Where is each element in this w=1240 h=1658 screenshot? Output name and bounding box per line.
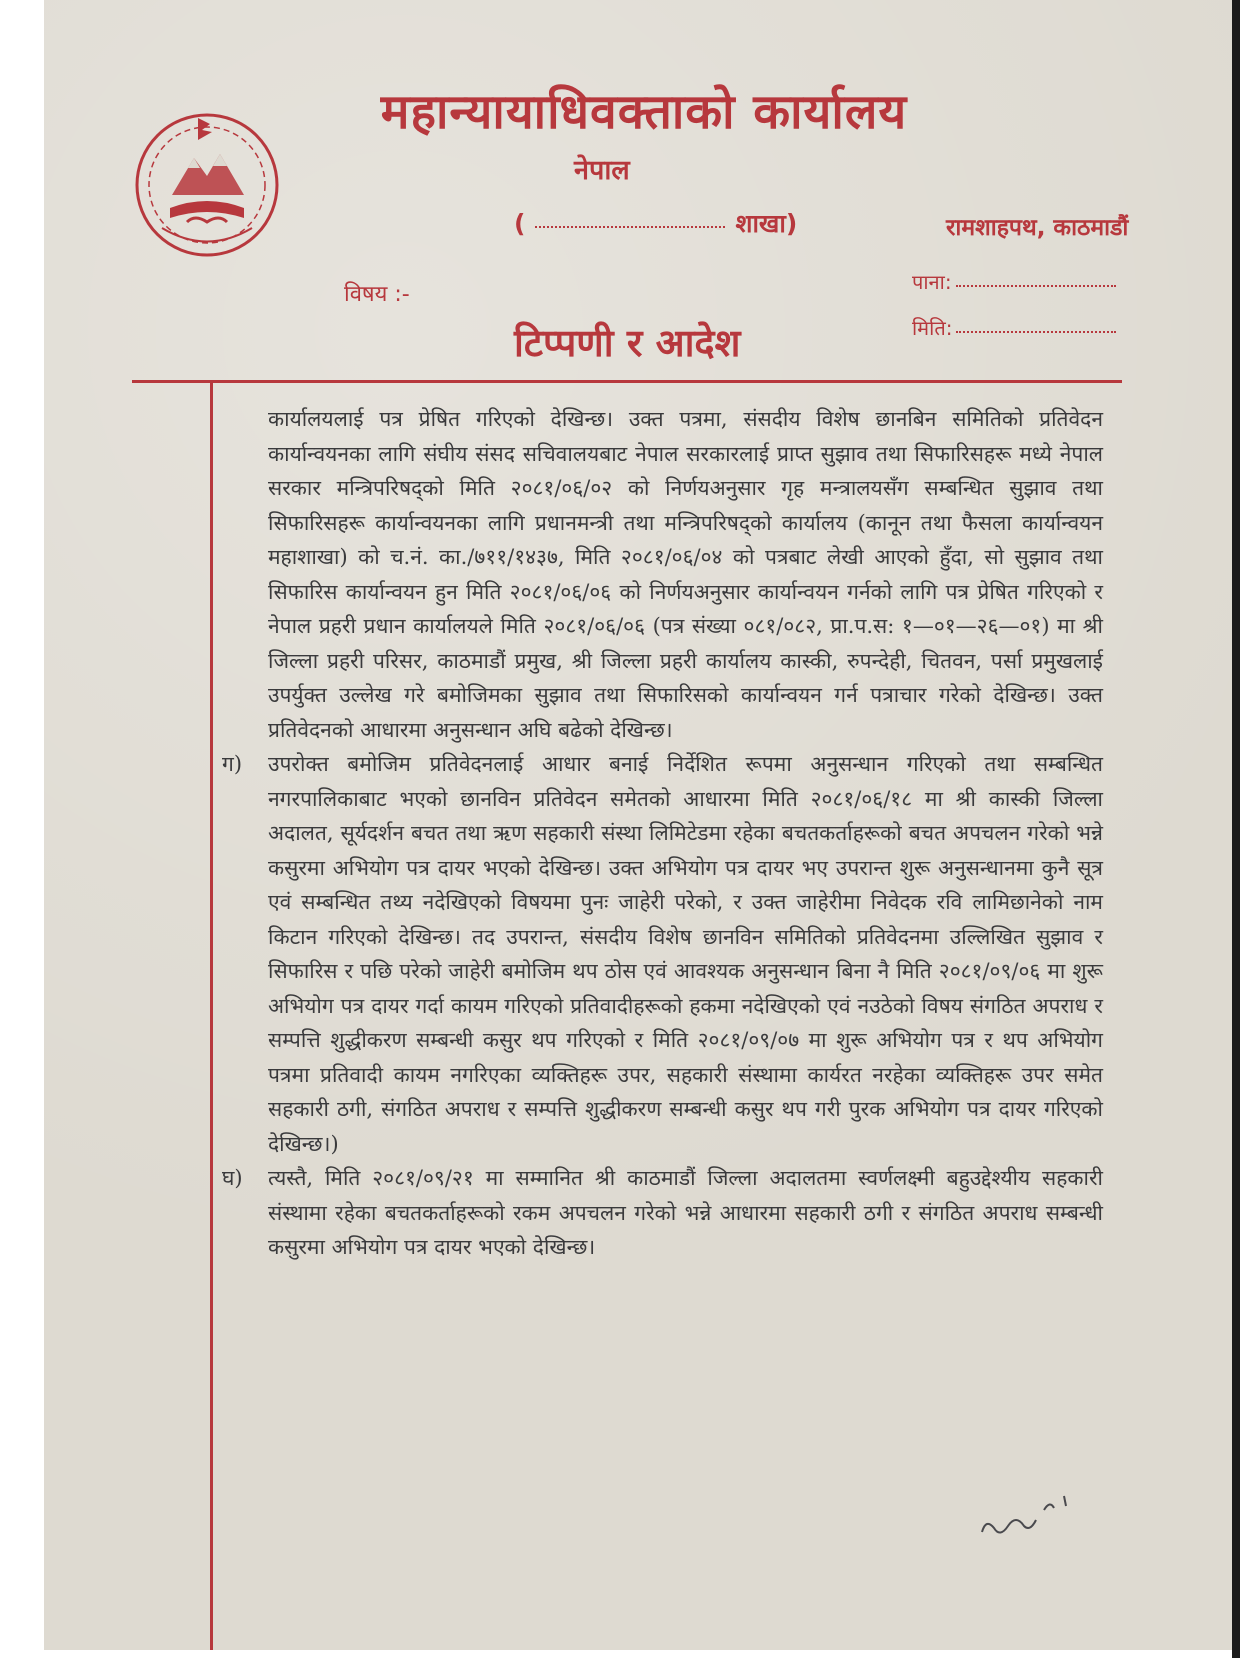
header-divider: [132, 380, 1122, 383]
subject-label: विषय :-: [344, 282, 410, 307]
date-label: मिति:: [912, 316, 953, 340]
scan-edge: [1232, 0, 1240, 1658]
item-marker: घ): [222, 1166, 243, 1190]
margin-rule: [210, 382, 213, 1650]
branch-blank-line: [535, 226, 725, 228]
item-text: त्यस्तै, मिति २०८१/०९/२१ मा सम्मानित श्री काठमाडौं जिल्ला अदालतमा स्वर्णलक्ष्मी बहुउद्देश्यीय सहकारी संस्थामा रहेका बचतकर्ताहरूको रकम अपचलन गरेको भन्ने आधारमा सहकारी ठगी र संगठित अपराध सम्बन्धी कसुरमा अभियोग पत्र दायर भएको देखिन्छ।: [268, 1166, 1103, 1259]
date-field: [912, 314, 1116, 341]
letterhead-paper: [44, 0, 1240, 1650]
branch-label: शाखा): [735, 209, 798, 238]
document-body: [222, 402, 1103, 1265]
page-label: पाना:: [912, 270, 952, 294]
office-title: महान्यायाधिवक्ताको कार्यालय: [380, 84, 908, 140]
intro-paragraph: कार्यालयलाई पत्र प्रेषित गरिएको देखिन्छ। उक्त पत्रमा, संसदीय विशेष छानबिन समितिको प्रतिवेदन कार्यान्वयनका लागि संघीय संसद सचिवालयबाट नेपाल सरकारलाई प्राप्त सुझाव तथा सिफारिसहरू मध्ये नेपाल सरकार मन्त्रिपरिषद्को मिति २०८१/०६/०२ को निर्णयअनुसार गृह मन्त्रालयसँग सम्बन्धित सुझाव तथा सिफारिसहरू कार्यान्वयनका लागि प्रधानमन्त्री तथा मन्त्रिपरिषद्को कार्यालय (कानून तथा फैसला कार्यान्वयन महाशाखा) को च.नं. का./७११/१४३७, मिति २०८१/०६/०४ को पत्रबाट लेखी आएको हुँदा, सो सुझाव तथा सिफारिस कार्यान्वयन हुन मिति २०८१/०६/०६ को निर्णयअनुसार कार्यान्वयन गर्नको लागि पत्र प्रेषित गरिएको र नेपाल प्रहरी प्रधान कार्यालयले मिति २०८१/०६/०६ (पत्र संख्या ०८१/०८२, प्रा.प.स: १—०१—२६—०१) मा श्री जिल्ला प्रहरी परिसर, काठमाडौं प्रमुख, श्री जिल्ला प्रहरी कार्यालय कास्की, रुपन्देही, चितवन, पर्सा प्रमुखलाई उपर्युक्त उल्लेख गरे बमोजिमका सुझाव तथा सिफारिसको कार्यान्वयन गर्न पत्राचार गरेको देखिन्छ। उक्त प्रतिवेदनको आधारमा अनुसन्धान अघि बढेको देखिन्छ।: [268, 407, 1103, 742]
item-text: उपरोक्त बमोजिम प्रतिवेदनलाई आधार बनाई निर्देशित रूपमा अनुसन्धान गरिएको तथा सम्बन्धित नगरपालिकाबाट भएको छानविन प्रतिवेदन समेतको आधारमा मिति २०८१/०६/१८ मा श्री कास्की जिल्ला अदालत, सूर्यदर्शन बचत तथा ऋण सहकारी संस्था लिमिटेडमा रहेका बचतकर्ताहरूको बचत अपचलन गरेको भन्ने कसुरमा अभियोग पत्र दायर भएको देखिन्छ। उक्त अभियोग पत्र दायर भए उपरान्त शुरू अनुसन्धानमा कुनै सूत्र एवं सम्बन्धित तथ्य नदेखिएको विषयमा पुनः जाहेरी परेको, र उक्त जाहेरीमा निवेदक रवि लामिछानेको नाम किटान गरिएको देखिन्छ। तद उपरान्त, संसदीय विशेष छानविन समितिको प्रतिवेदनमा उल्लिखित सुझाव र सिफारिस र पछि परेको जाहेरी बमोजिम थप ठोस एवं आवश्यक अनुसन्धान बिना नै मिति २०८१/०९/०६ मा शुरू अभियोग पत्र दायर गर्दा कायम गरिएको प्रतिवादीहरूको हकमा नदेखिएको एवं नउठेको विषय संगठित अपराध र सम्पत्ति शुद्धीकरण सम्बन्धी कसुर थप गरिएको र मिति २०८१/०९/०७ मा शुरू अभियोग पत्र र थप अभियोग पत्रमा प्रतिवादी कायम नगरिएका व्यक्तिहरू उपर, सहकारी संस्थामा कार्यरत नरहेका व्यक्तिहरू उपर समेत सहकारी ठगी, संगठित अपराध र सम्पत्ति शुद्धीकरण सम्बन्धी कसुर थप गरी पुरक अभियोग पत्र दायर गरिएको देखिन्छ।): [268, 752, 1103, 1156]
signature-mark: [972, 1480, 1092, 1550]
list-item: [222, 1161, 1103, 1265]
document-title: टिप्पणी र आदेश: [514, 321, 741, 365]
item-marker: ग): [222, 752, 243, 776]
page-number-field: [912, 268, 1116, 295]
branch-field: [514, 206, 797, 240]
branch-open-paren: (: [514, 209, 526, 238]
country-name: नेपाल: [574, 155, 630, 186]
nepal-emblem-icon: [132, 110, 282, 260]
page-blank-line: [956, 285, 1116, 287]
date-blank-line: [956, 331, 1116, 333]
office-address: रामशाहपथ, काठमाडौं: [946, 215, 1129, 241]
list-item: [222, 747, 1103, 1161]
